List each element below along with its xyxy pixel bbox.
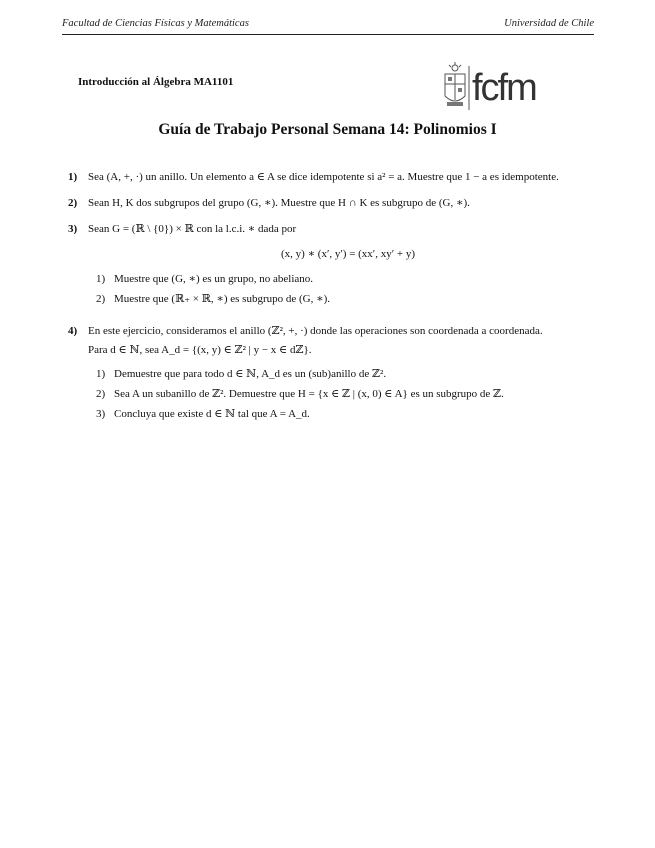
page-title: Guía de Trabajo Personal Semana 14: Polinomios I	[158, 121, 497, 138]
problem-text: En este ejercicio, consideramos el anillo (ℤ², +, ·) donde las operaciones son coordenada a coordenada.	[88, 325, 543, 337]
header-faculty: Facultad de Ciencias Físicas y Matemáticas	[62, 18, 249, 29]
problem-number: 2)	[68, 197, 78, 209]
problem-4	[68, 324, 608, 427]
problem-number: 3)	[68, 223, 78, 235]
subproblem	[96, 272, 608, 286]
subproblem-text: Demuestre que para todo d ∈ ℕ, A_d es un (sub)anillo de ℤ².	[114, 368, 387, 380]
subproblem-number: 1)	[96, 368, 106, 380]
problem-2	[68, 196, 608, 210]
display-equation: (x, y) ∗ (x′, y′) = (xx′, xy′ + y)	[281, 248, 415, 260]
subproblem	[96, 292, 608, 306]
subproblem-text: Sea A un subanillo de ℤ². Demuestre que H = {x ∈ ℤ | (x, 0) ∈ A} es un subgrupo de ℤ.	[114, 388, 504, 400]
subproblem	[96, 367, 608, 381]
problem-text-continued: Para d ∈ ℕ, sea A_d = {(x, y) ∈ ℤ² | y − x ∈ dℤ}.	[88, 344, 312, 356]
header-divider	[62, 34, 594, 35]
problem-text: Sean H, K dos subgrupos del grupo (G, ∗). Muestre que H ∩ K es subgrupo de (G, ∗).	[88, 197, 470, 209]
problem-number: 4)	[68, 325, 78, 337]
subproblem	[96, 407, 608, 421]
subproblem-text: Muestre que (G, ∗) es un grupo, no abeliano.	[114, 273, 314, 285]
problem-text: Sean G = (ℝ \ {0}) × ℝ con la l.c.i. ∗ dada por	[88, 223, 297, 235]
problem-3	[68, 222, 608, 312]
subproblem-number: 2)	[96, 388, 106, 400]
subproblem-text: Muestre que (ℝ₊ × ℝ, ∗) es subgrupo de (G, ∗).	[114, 293, 331, 305]
problem-text: Sea (A, +, ·) un anillo. Un elemento a ∈ A se dice idempotente si a² = a. Muestre que 1 − a es idempotente.	[88, 171, 559, 183]
problem-number: 1)	[68, 171, 78, 183]
subproblem-text: Concluya que existe d ∈ ℕ tal que A = A_d.	[114, 408, 310, 420]
subproblem-list	[96, 272, 608, 306]
logo-wordmark: fcfm	[472, 67, 536, 109]
problem-list	[68, 170, 608, 439]
subproblem	[96, 387, 608, 401]
header-university: Universidad de Chile	[504, 18, 594, 29]
subproblem-number: 1)	[96, 273, 106, 285]
subproblem-number: 3)	[96, 408, 106, 420]
subproblem-list	[96, 367, 608, 421]
subproblem-number: 2)	[96, 293, 106, 305]
course-name: Introducción al Álgebra MA1101	[78, 76, 234, 88]
problem-1	[68, 170, 608, 184]
